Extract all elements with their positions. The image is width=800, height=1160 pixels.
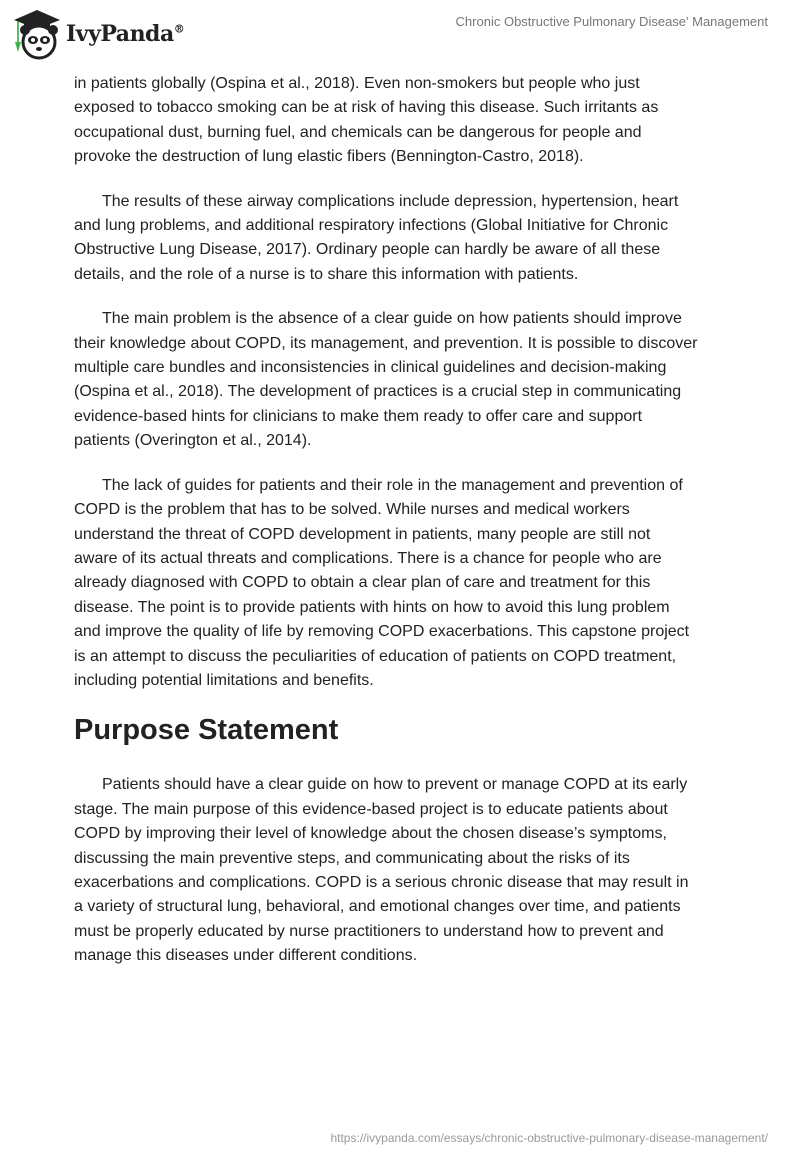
text-line: occupational dust, burning fuel, and chemicals can be dangerous for people and (74, 123, 642, 141)
text-line: and improve the quality of life by removing COPD exacerbations. This capstone project (74, 623, 690, 641)
text-line: Obstructive Lung Disease, 2017). Ordinary people can hardly be aware of all these (74, 241, 661, 259)
text-line: details, and the role of a nurse is to share this information with patients. (74, 265, 579, 283)
document-title: Chronic Obstructive Pulmonary Disease' Management (455, 14, 768, 29)
paragraph (74, 72, 734, 170)
text-line: The main problem is the absence of a clear guide on how patients should improve (102, 310, 682, 328)
text-line: provoke the destruction of lung elastic fibers (Bennington-Castro, 2018). (74, 148, 584, 166)
text-line: must be properly educated by nurse practitioners to understand how to prevent and (74, 922, 664, 940)
text-line: manage this diseases under different conditions. (74, 947, 418, 965)
text-line: exacerbations and complications. COPD is a serious chronic disease that may result in (74, 873, 689, 891)
paragraphs-after (74, 773, 734, 968)
text-line: The lack of guides for patients and their role in the management and prevention of (102, 476, 683, 494)
section-heading: Purpose Statement (74, 714, 339, 747)
brand-name: IvyPanda® (66, 21, 185, 47)
source-url[interactable]: https://ivypanda.com/essays/chronic-obstructive-pulmonary-disease-management/ (330, 1131, 768, 1145)
text-line: evidence-based hints for clinicians to make them ready to offer care and support (74, 407, 643, 425)
text-line: The results of these airway complications include depression, hypertension, heart (102, 192, 679, 210)
text-line: patients (Overington et al., 2014). (74, 432, 312, 450)
text-line: Patients should have a clear guide on how to prevent or manage COPD at its early (102, 776, 688, 794)
text-line: COPD by improving their level of knowledge about the chosen disease’s symptoms, (74, 825, 667, 843)
text-line: (Ospina et al., 2018). The development of practices is a crucial step in communicating (74, 383, 682, 401)
text-line: a variety of structural lung, behavioral, and emotional changes over time, and patients (74, 898, 681, 916)
text-line: is an attempt to discuss the peculiarities of education of patients on COPD treatment, (74, 647, 677, 665)
paragraph (74, 190, 734, 288)
text-line: COPD is the problem that has to be solved. While nurses and medical workers (74, 501, 630, 519)
ivypanda-logo[interactable] (12, 8, 184, 60)
text-line: disease. The point is to provide patients with hints on how to avoid this lung problem (74, 598, 670, 616)
text-line: aware of its actual threats and complications. There is a chance for people who are (74, 549, 662, 567)
text-line: multiple care bundles and inconsistencies in clinical guidelines and decision-making (74, 359, 667, 377)
text-line: already diagnosed with COPD to obtain a clear plan of care and treatment for this (74, 574, 651, 592)
paragraph (74, 307, 734, 453)
text-line: discussing the main preventive steps, and communicating about the risks of its (74, 849, 630, 867)
text-line: their knowledge about COPD, its management, and prevention. It is possible to discover (74, 334, 698, 352)
essay-content (74, 72, 734, 989)
text-line: stage. The main purpose of this evidence-based project is to educate patients about (74, 800, 668, 818)
text-line: in patients globally (Ospina et al., 2018). Even non-smokers but people who just (74, 75, 640, 92)
paragraph (74, 474, 734, 694)
panda-graduate-icon (12, 8, 62, 60)
text-line: understand the threat of COPD development in patients, many people are still not (74, 525, 651, 543)
text-line: including potential limitations and benefits. (74, 671, 374, 689)
paragraphs-before (74, 72, 734, 693)
paragraph (74, 773, 734, 968)
text-line: exposed to tobacco smoking can be at risk of having this disease. Such irritants as (74, 99, 659, 117)
text-line: and lung problems, and additional respiratory infections (Global Initiative for Chronic (74, 217, 669, 235)
